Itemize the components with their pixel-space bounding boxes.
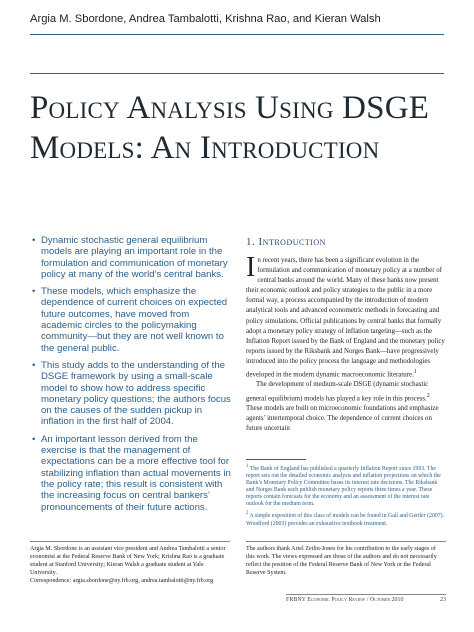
author-bio (30, 546, 230, 586)
summary-item (32, 286, 232, 354)
page-number: 23 (440, 597, 446, 603)
paragraph-2-text-a: The development of medium-scale DSGE (dynamic stochastic general equilibrium) models has played a key role in this process. (246, 381, 429, 402)
bio-rule-right (246, 541, 446, 542)
bullet-icon: • (32, 286, 36, 298)
drop-cap: I (246, 252, 256, 283)
bullet-icon: • (32, 359, 36, 371)
paragraph-1-text: n recent years, there has been a significant evolution in the formulation and communication of monetary policy at a number of central banks around the world. Many of these banks now present their economic outlook and policy strategies to the public in a more formal way, a process accompanied by the introduction of modern analytical tools and advanced econometric methods in forecasting and policy simulations. Official publications by central banks that formally adopt a monetary policy strategy of inflation targeting—such as the Inflation Report issued by the Bank of England and the monetary policy reports issued by the Riksbank and Norges Bank—have progressively introduced into the policy process the language and methodologies developed in the modern dynamic macroeconomic literature. (246, 257, 445, 379)
footnotes (246, 463, 446, 530)
footnote-ref-1[interactable]: 1 (413, 369, 417, 376)
footnote-text: A simple exposition of this class of models can be found in Galí and Gertler (2007). Woodford (2003) provides an exhaustive textbook treatment. (246, 513, 445, 527)
footnote-mark: 2 (246, 511, 249, 517)
title-line-1: Policy Analysis Using DSGE (30, 90, 430, 126)
acknowledgment: The authors thank Ariel Zetlin-Jones for his contribution to the early stages of this work. The views expressed are those of the authors and do not necessarily reflect the position of the Federal Reserve Bank of New York or the Federal Reserve System. (246, 546, 437, 576)
journal-name: FRBNY Economic Policy Review / October 2010 (286, 597, 404, 603)
footnote-1 (246, 463, 446, 508)
top-rule (30, 34, 444, 35)
paragraph-1 (246, 252, 446, 380)
footnote-rule (246, 459, 306, 460)
body-text (246, 252, 446, 434)
bio-rule-left (30, 541, 230, 542)
summary-bullets (32, 235, 232, 519)
article-title (30, 88, 460, 168)
section-heading (246, 236, 326, 248)
summary-item-text: This study adds to the understanding of the DSGE framework by using a small-scale model to show how to address specific monetary policy questions; the authors focus on the causes of the sudden pickup in inflation in the first half of 2004. (41, 359, 231, 428)
summary-item (32, 434, 232, 513)
summary-item-text: An important lesson derived from the exercise is that the management of expectations can be a more effective tool for stabilizing inflation than actual movements in the policy rate; this result is consistent with the increasing focus on central bankers’ pronouncements of their future actions. (41, 433, 231, 513)
footnote-text: The Bank of England has published a quarterly Inflation Report since 1993. The report sets out the detailed economic analysis and inflation projections on which the Bank’s Monetary Policy Committee bases its interest rate decisions. The Riksbank and Norges Bank each publish monetary policy reports three times a year. These reports contain forecasts for the economy and an assessment of the interest rate outlook for the medium term. (246, 465, 441, 508)
paragraph-2-text-b: These models are built on microeconomic foundations and emphasize agents’ intertemporal choice. The dependence of current choices on future uncertain (246, 404, 439, 433)
footnote-2 (246, 510, 446, 527)
bullet-icon: • (32, 235, 36, 246)
author-list: Argia M. Sbordone, Andrea Tambalotti, Krishna Rao, and Kieran Walsh (30, 13, 381, 25)
correspondence[interactable]: Correspondence: argia.sbordone@ny.frb.org, andrea.tambalotti@ny.frb.org (30, 577, 214, 584)
section-number: 1. (246, 236, 256, 248)
summary-item-text: These models, which emphasize the dependence of current choices on expected future outcomes, have moved from academic circles to the policymaking community—but they are not well known to the general public. (41, 286, 228, 354)
page-footer (286, 597, 446, 603)
summary-item (32, 235, 232, 280)
footer-rule (286, 594, 446, 595)
title-rule (30, 73, 444, 74)
bio-text: Argia M. Sbordone is an assistant vice president and Andrea Tambalotti a senior economist at the Federal Reserve Bank of New York; Krishna Rao is a graduate student at Stanford University; Kieran Walsh a graduate student at Yale University. (30, 546, 226, 576)
section-title: Introduction (258, 236, 326, 248)
summary-item (32, 360, 232, 428)
footnote-ref-2[interactable]: 2 (426, 392, 430, 399)
summary-item-text: Dynamic stochastic general equilibrium models are playing an important role in the formulation and communication of monetary policy at many of the world’s central banks. (41, 235, 228, 280)
title-line-2: Models: An Introduction (30, 130, 380, 166)
footnote-mark: 1 (246, 464, 249, 469)
bullet-icon: • (32, 433, 36, 445)
paragraph-2 (246, 380, 446, 434)
